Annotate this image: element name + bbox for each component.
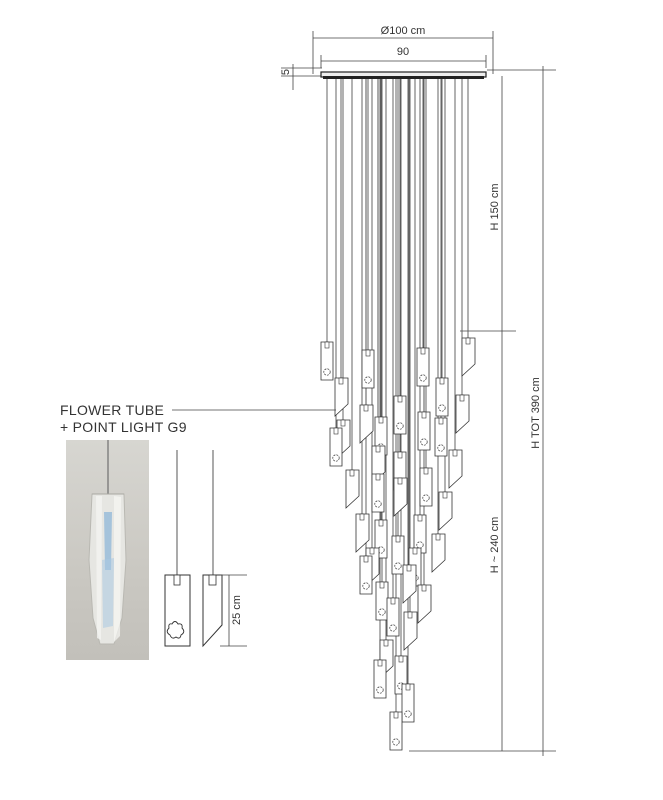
- angled-tube-pendant: [439, 492, 452, 530]
- angled-tube-pendant: [418, 585, 431, 623]
- canopy-height-dimension: [280, 64, 322, 90]
- total-height-label: H TOT 390 cm: [530, 377, 542, 449]
- angled-tube-pendant: [449, 450, 462, 488]
- flower-tube-pendant: [362, 350, 374, 388]
- angled-tube-pendant: [404, 612, 417, 650]
- angled-tube-pendant: [335, 378, 348, 416]
- angled-tube-pendant: [462, 338, 475, 376]
- diameter-label: Ø100 cm: [380, 25, 426, 37]
- flower-tube-pendant: [387, 598, 399, 636]
- flower-tube-pendant: [372, 474, 384, 512]
- detail-pendant-front: [165, 450, 190, 646]
- callout-line-2: + POINT LIGHT G9: [60, 419, 187, 435]
- flower-tube-pendant: [418, 412, 430, 450]
- flower-tube-pendant: [435, 418, 447, 456]
- angled-tube-pendant: [403, 565, 416, 603]
- angled-tube-pendant: [356, 514, 369, 552]
- pendant-cascade: [321, 79, 475, 750]
- flower-tube-pendant: [330, 428, 342, 466]
- callout-line-1: FLOWER TUBE: [60, 402, 165, 418]
- pendant-height-dimension: [220, 575, 247, 646]
- angled-tube-pendant: [394, 478, 407, 516]
- flower-tube-pendant: [394, 396, 406, 434]
- flower-tube-pendant: [321, 342, 333, 380]
- flower-tube-pendant: [420, 468, 432, 506]
- canopy-width-label: 90: [396, 46, 410, 58]
- detail-pendant-side: [203, 450, 222, 646]
- flower-tube-pendant: [374, 660, 386, 698]
- upper-height-label: H 150 cm: [489, 183, 501, 231]
- flower-tube-pendant: [376, 582, 388, 620]
- flower-tube-callout: [60, 402, 336, 435]
- angled-tube-pendant: [456, 395, 469, 433]
- height-dimensions: [409, 66, 556, 756]
- angled-tube-pendant: [432, 534, 445, 572]
- angled-tube-pendant: [346, 470, 359, 508]
- canopy-height-label: 5: [280, 68, 292, 76]
- angled-tube-pendant: [360, 405, 373, 443]
- flower-tube-pendant: [436, 378, 448, 416]
- flower-tube-pendant: [390, 712, 402, 750]
- flower-tube-pendant: [360, 556, 372, 594]
- lower-height-label: H ~ 240 cm: [489, 516, 501, 574]
- pendant-height-label: 25 cm: [231, 595, 243, 625]
- canopy-width-dimension: [321, 46, 486, 68]
- flower-tube-pendant: [417, 348, 429, 386]
- canopy: [321, 72, 486, 79]
- flower-tube-pendant: [402, 684, 414, 722]
- flower-tube-pendant: [392, 536, 404, 574]
- flower-tube-pendant: [414, 515, 426, 553]
